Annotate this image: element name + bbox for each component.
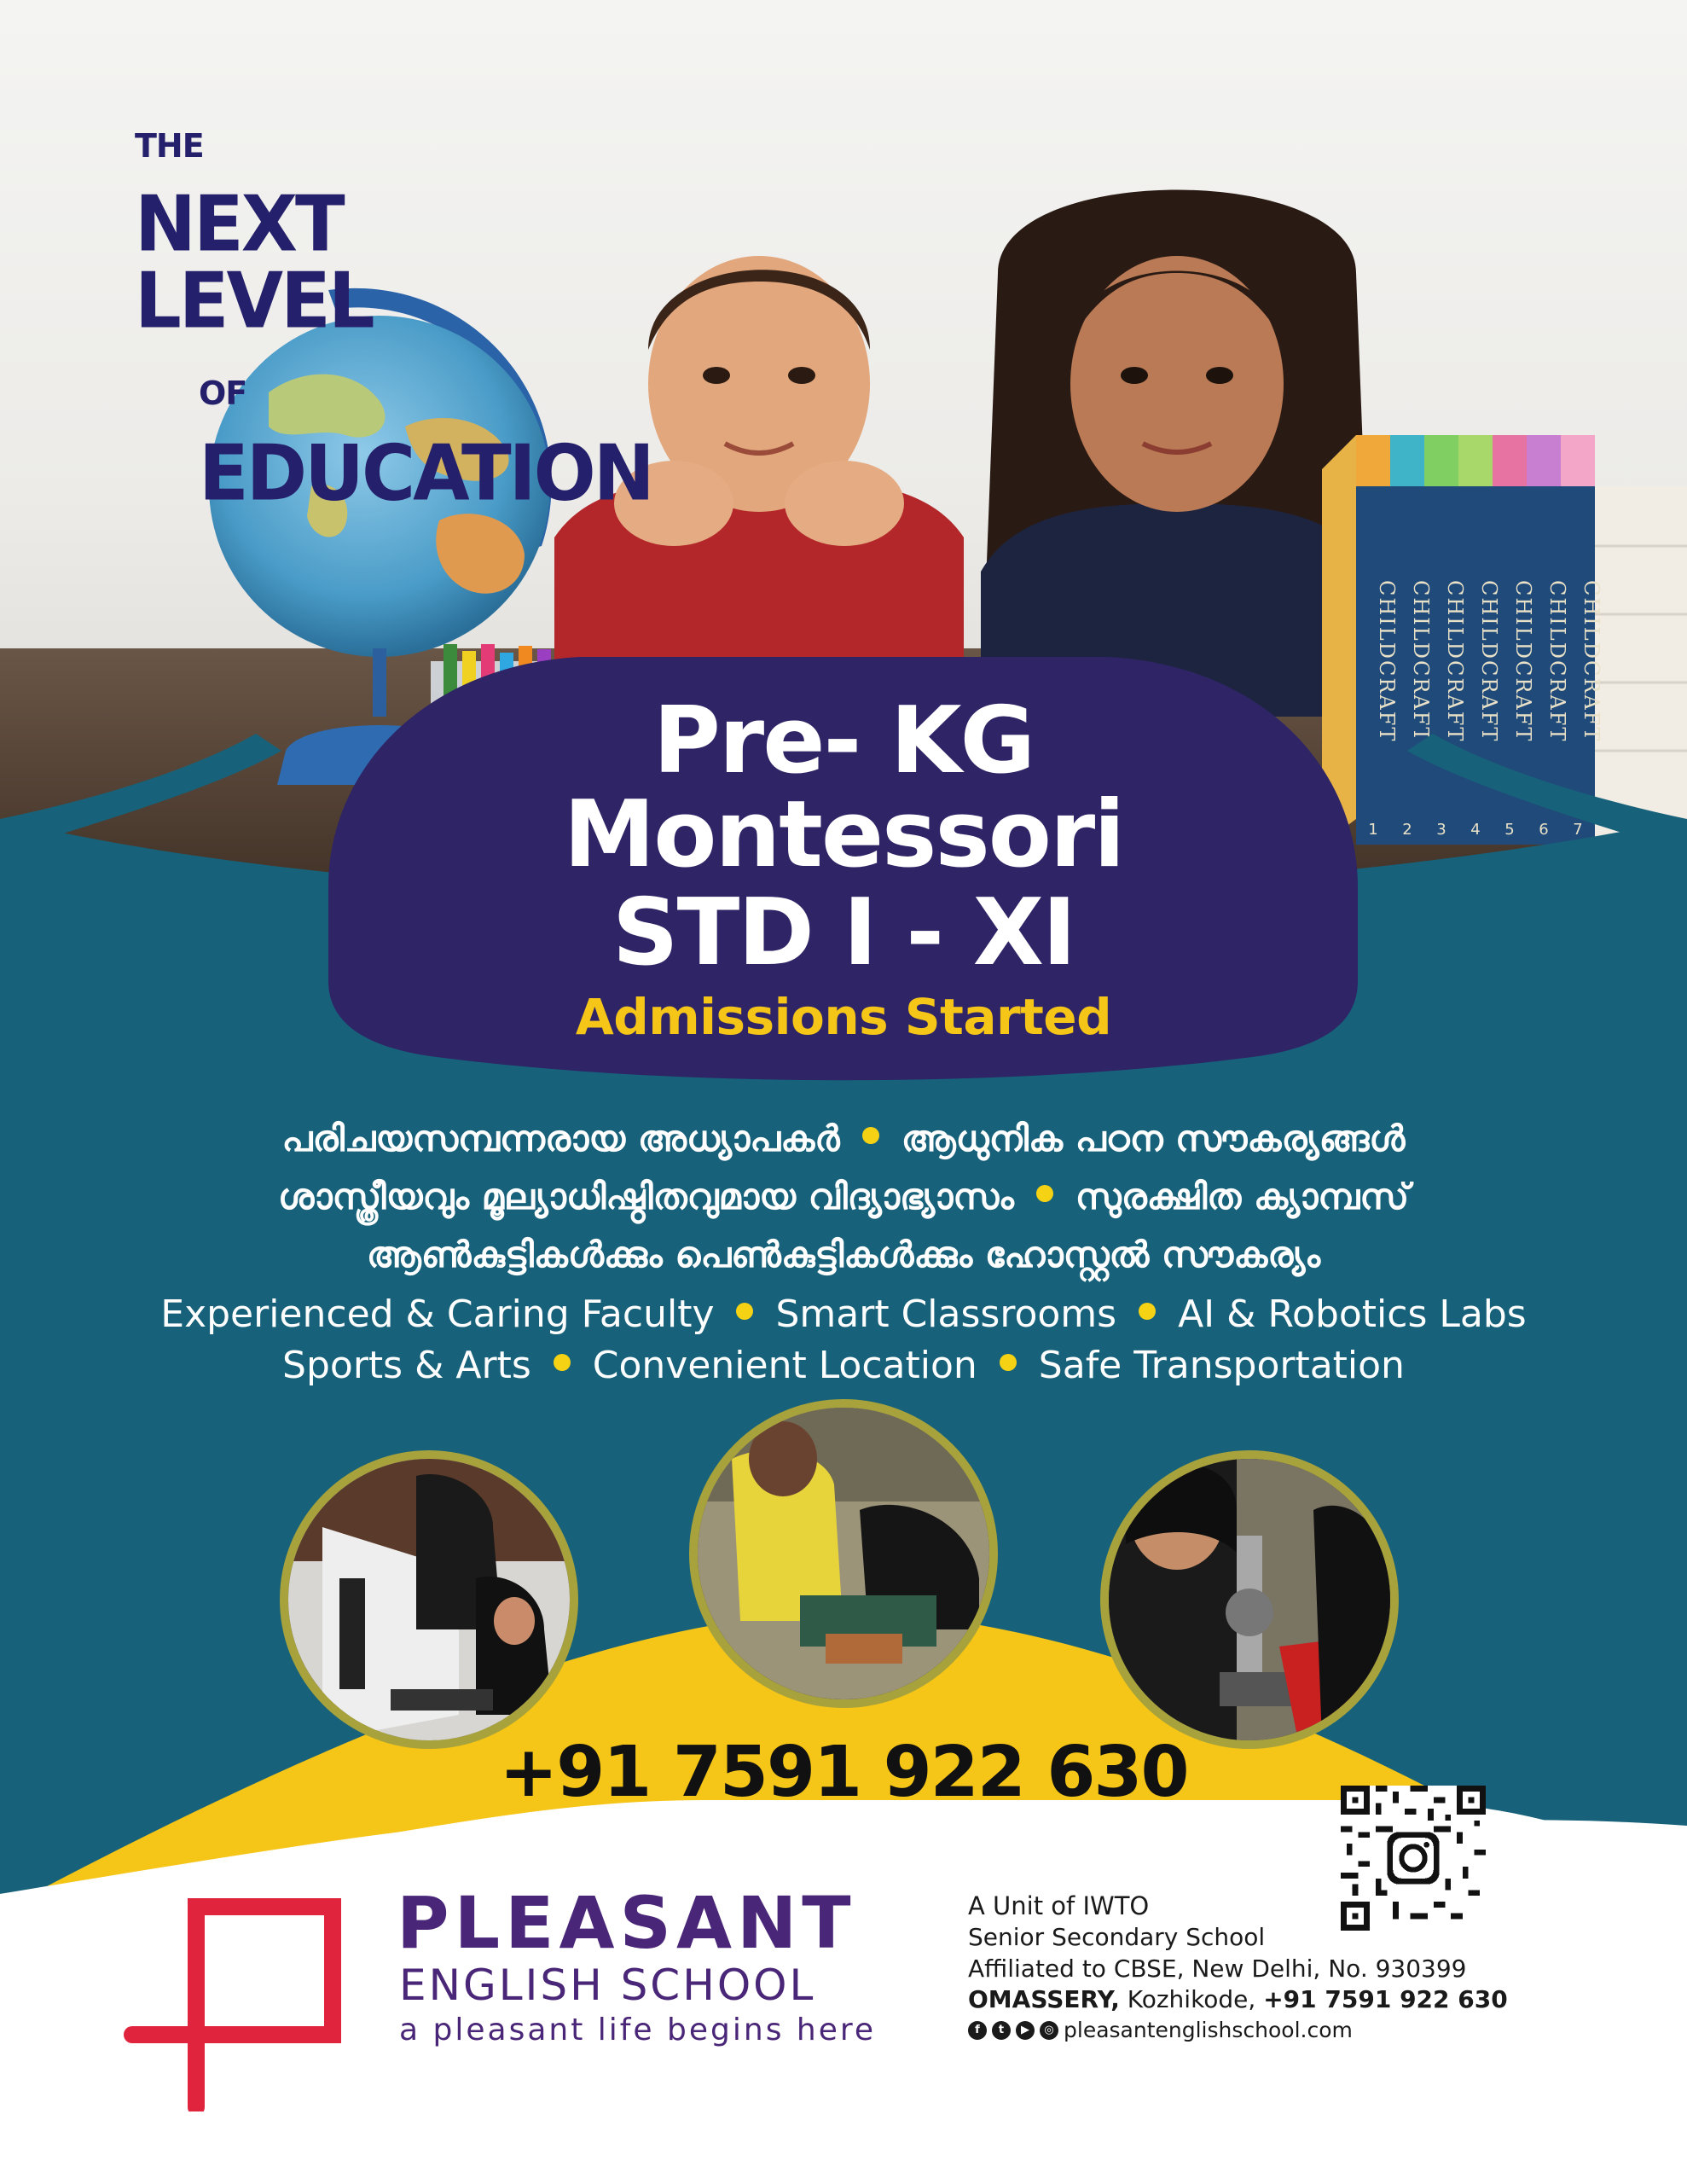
- school-logo-icon: [124, 1890, 354, 2111]
- feature-en: Sports & Arts: [282, 1344, 531, 1387]
- feature-en: Convenient Location: [592, 1344, 977, 1387]
- book-volume: 7: [1573, 821, 1583, 839]
- headline-the: THE: [135, 127, 204, 165]
- location-line: [968, 1985, 1508, 2013]
- youtube-icon[interactable]: ▶: [1016, 2021, 1035, 2040]
- ml-row-2: [0, 1176, 1687, 1218]
- unit-of-iwto: A Unit of IWTO: [968, 1891, 1150, 1920]
- book-spine-label: CHILDCRAFT: [1477, 580, 1501, 743]
- bullet-dot: [1000, 1354, 1017, 1371]
- bullet-dot: [1139, 1303, 1156, 1320]
- computer-lab-photo: [280, 1450, 578, 1749]
- book-volume: 3: [1436, 821, 1446, 839]
- instagram-icon[interactable]: ◎: [1040, 2021, 1058, 2040]
- features-english: [0, 1292, 1687, 1388]
- school-name-pleasant: PLEASANT: [397, 1881, 856, 1965]
- badge-pre-kg: Pre- KG: [652, 688, 1035, 794]
- ml-row-1: [0, 1118, 1687, 1160]
- bullet-dot: [1036, 1185, 1053, 1202]
- location-district: Kozhikode,: [1119, 1985, 1264, 2013]
- montessori-activity-photo: [689, 1399, 998, 1708]
- feature-en: Safe Transportation: [1038, 1344, 1405, 1387]
- book-spine-label: CHILDCRAFT: [1511, 580, 1535, 743]
- book-spine-label: CHILDCRAFT: [1580, 580, 1603, 743]
- feature-en: Experienced & Caring Faculty: [160, 1292, 715, 1336]
- school-type: Senior Secondary School: [968, 1923, 1266, 1951]
- en-row-2: [0, 1344, 1687, 1388]
- feature-ml: പരിചയസമ്പന്നരായ അധ്യാപകർ: [281, 1118, 840, 1159]
- twitter-icon[interactable]: t: [992, 2021, 1011, 2040]
- book-spine-label: CHILDCRAFT: [1545, 580, 1569, 743]
- book-volume: 1: [1368, 821, 1378, 839]
- admissions-started: Admissions Started: [575, 988, 1112, 1046]
- facebook-icon[interactable]: f: [968, 2021, 987, 2040]
- book-volume: 2: [1402, 821, 1412, 839]
- phone-number[interactable]: +91 7591 922 630: [499, 1732, 1188, 1813]
- book-volume: 6: [1539, 821, 1549, 839]
- qr-code-icon[interactable]: [1341, 1786, 1486, 1931]
- footer-phone[interactable]: +91 7591 922 630: [1263, 1985, 1508, 2013]
- en-row-1: [0, 1292, 1687, 1337]
- features-malayalam: [0, 1118, 1687, 1276]
- website-link[interactable]: pleasantenglishschool.com: [1064, 2018, 1353, 2042]
- feature-ml: ആധുനിക പഠന സൗകര്യങ്ങൾ: [901, 1118, 1406, 1159]
- bullet-dot: [554, 1354, 571, 1371]
- feature-en: AI & Robotics Labs: [1178, 1292, 1527, 1336]
- headline-next-level: NEXT LEVEL: [135, 179, 373, 346]
- location-place: OMASSERY,: [968, 1985, 1120, 2013]
- badge-montessori: Montessori: [563, 781, 1124, 888]
- headline-of: OF: [199, 375, 247, 412]
- school-name-english-school: ENGLISH SCHOOL: [399, 1960, 816, 2010]
- science-lab-photo: [1100, 1450, 1399, 1749]
- feature-ml: സുരക്ഷിത ക്യാമ്പസ്: [1075, 1176, 1409, 1217]
- book-spine-label: CHILDCRAFT: [1409, 580, 1433, 743]
- book-volume: 4: [1470, 821, 1481, 839]
- school-tagline: a pleasant life begins here: [399, 2013, 877, 2048]
- ml-row-3: [0, 1234, 1687, 1276]
- headline-education: EDUCATION: [199, 428, 652, 519]
- book-spine-label: CHILDCRAFT: [1375, 580, 1399, 743]
- book-spine-label: CHILDCRAFT: [1443, 580, 1467, 743]
- social-row: [968, 2019, 1353, 2041]
- cbse-affiliation: Affiliated to CBSE, New Delhi, No. 930399: [968, 1955, 1467, 1983]
- bullet-dot: [862, 1127, 879, 1144]
- book-volume: 5: [1504, 821, 1515, 839]
- feature-ml: ശാസ്ത്രീയവും മൂല്യാധിഷ്ഠിതവുമായ വിദ്യാഭ്യാസം: [278, 1176, 1014, 1217]
- badge-std: STD I - XI: [612, 880, 1075, 986]
- feature-ml: ആൺകുട്ടികൾക്കും പെൺകുട്ടികൾക്കും ഹോസ്റ്റൽ സൗകര്യം: [366, 1234, 1321, 1275]
- bullet-dot: [736, 1303, 753, 1320]
- feature-en: Smart Classrooms: [775, 1292, 1117, 1336]
